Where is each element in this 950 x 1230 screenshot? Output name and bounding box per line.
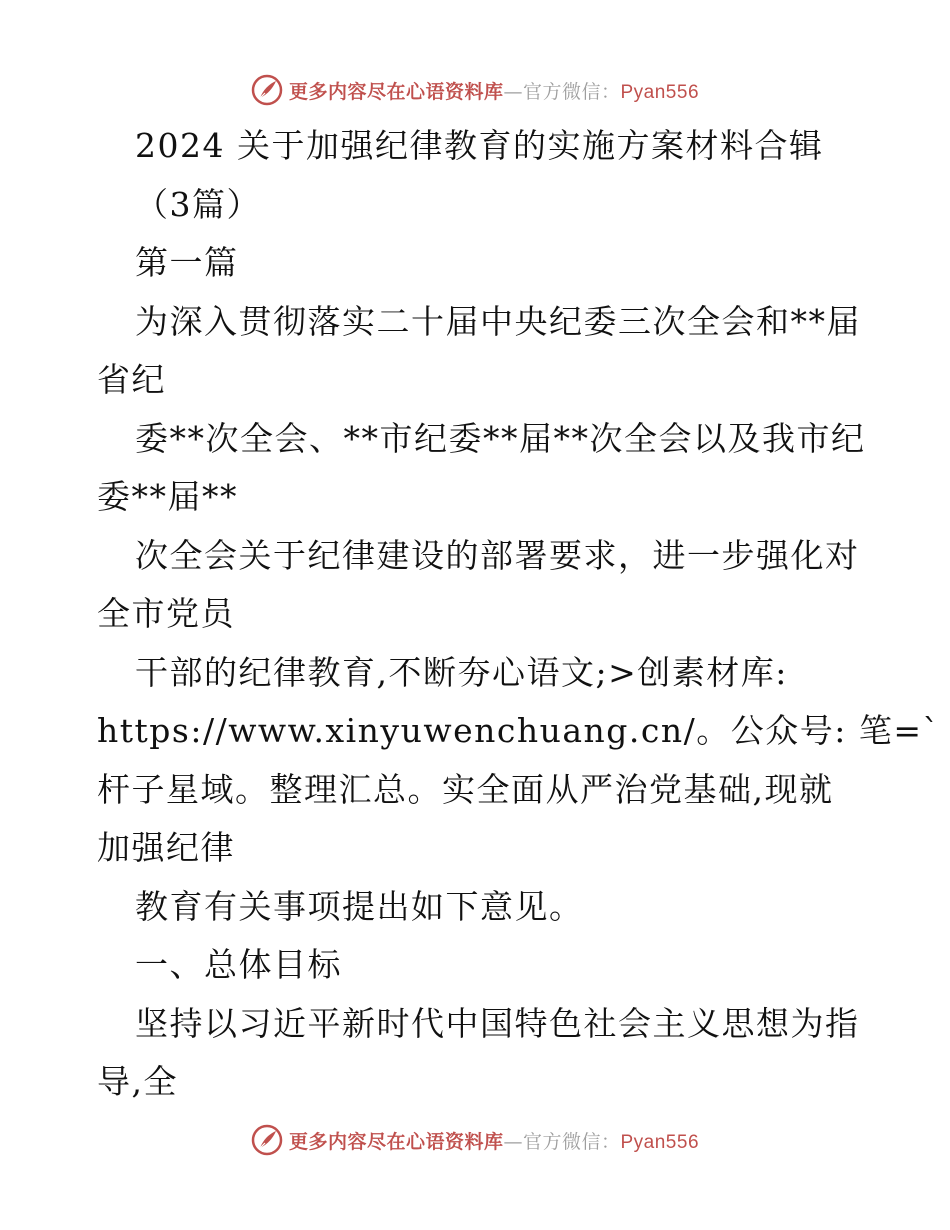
header-watermark [0, 70, 950, 110]
paragraph-line-url: https://www.xinyuwenchuang.cn/。公众号: 笔=` [97, 711, 941, 750]
document-title: 2024 关于加强纪律教育的实施方案材料合辑 [135, 126, 824, 165]
paragraph-line: 加强纪律 [97, 828, 235, 867]
section-heading: 一、总体目标 [135, 945, 342, 984]
paragraph-line: 次全会关于纪律建设的部署要求，进一步强化对 [135, 535, 860, 575]
footer-watermark [0, 1120, 950, 1160]
paragraph-line: 委**届** [97, 477, 238, 516]
paragraph-line: 全市党员 [97, 594, 235, 633]
paragraph-line: 省纪 [97, 360, 166, 399]
feather-pen-icon [251, 74, 283, 106]
watermark-text: 更多内容尽在心语资料库—官方微信：Pyan556 [288, 1130, 700, 1153]
paragraph-line: 导,全 [97, 1062, 178, 1101]
document-subtitle: （3篇） [135, 184, 261, 224]
paragraph-line: 坚持以习近平新时代中国特色社会主义思想为指 [135, 1003, 860, 1043]
feather-pen-icon [251, 1124, 283, 1156]
paragraph-line: 委**次全会、**市纪委**届**次全会以及我市纪 [135, 418, 866, 458]
document-body [97, 117, 941, 1112]
paragraph-line: 杆子星域。整理汇总。实全面从严治党基础,现就 [97, 769, 834, 809]
section-heading: 第一篇 [135, 243, 239, 282]
watermark-text: 更多内容尽在心语资料库—官方微信：Pyan556 [288, 80, 700, 103]
paragraph-line: 为深入贯彻落实二十届中央纪委三次全会和**届 [135, 301, 861, 341]
paragraph-line: 教育有关事项提出如下意见。 [135, 886, 584, 926]
paragraph-line: 干部的纪律教育,不断夯心语文;>创素材库: [135, 652, 788, 692]
